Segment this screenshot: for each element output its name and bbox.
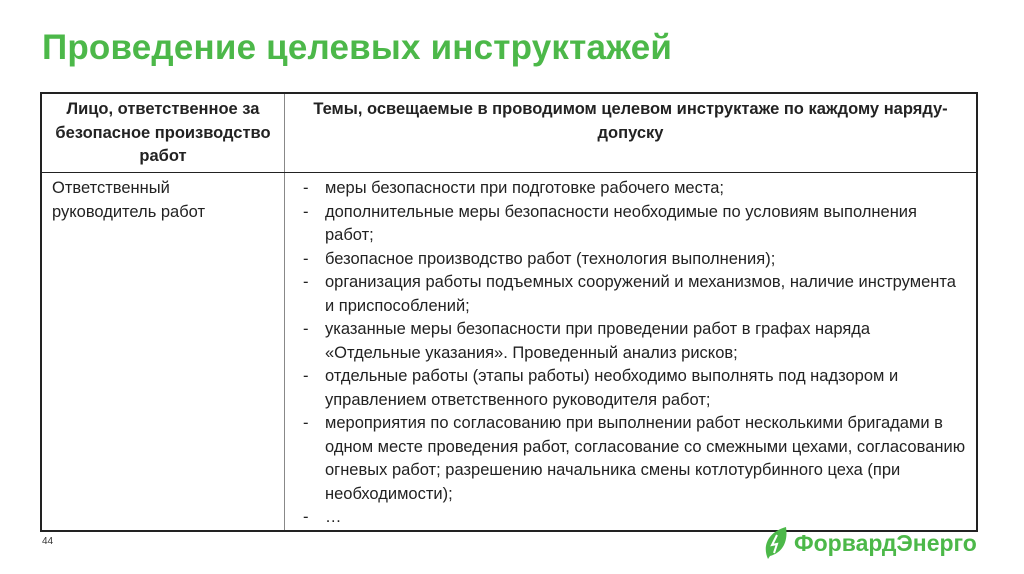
- bullet-dash: -: [303, 367, 309, 385]
- topics-list: [295, 177, 966, 530]
- bullet-dash: -: [303, 508, 309, 526]
- topic-text: отдельные работы (этапы работы) необходимо выполнять под надзором и управлением ответственного руководителя работ;: [325, 367, 899, 409]
- topic-item: [295, 201, 966, 248]
- table-row: [41, 173, 977, 531]
- bullet-dash: -: [303, 202, 309, 221]
- page-title: Проведение целевых инструктажей: [42, 28, 673, 67]
- table-header-row: [41, 93, 977, 173]
- bullet-dash: -: [303, 414, 309, 432]
- topic-item: [295, 248, 966, 272]
- cell-person: Ответственный руководитель работ: [41, 173, 285, 531]
- topic-item: [295, 177, 966, 201]
- topic-item: [295, 412, 966, 506]
- topic-item: [295, 271, 966, 318]
- topic-text: указанные меры безопасности при проведении работ в графах наряда «Отдельные указания». Проведенный анализ рисков;: [325, 320, 871, 362]
- topic-text: меры безопасности при подготовке рабочего места;: [325, 179, 724, 197]
- logo-text: ФорвардЭнерго: [794, 529, 977, 556]
- header-responsible-person: Лицо, ответственное за безопасное производство работ: [41, 93, 285, 173]
- topic-text: организация работы подъемных сооружений и механизмов, наличие инструмента и приспособлений;: [325, 273, 956, 315]
- topic-text: мероприятия по согласованию при выполнении работ несколькими бригадами в одном месте проведения работ, согласование со смежными цехами, согласованию огневых работ; разрешению начальника смены котлотурбинного цеха (при необходимости);: [325, 414, 966, 503]
- bullet-dash: -: [303, 320, 309, 338]
- topic-text: безопасное производство работ (технология выполнения);: [325, 249, 776, 268]
- company-logo: [764, 526, 977, 560]
- topic-text: дополнительные меры безопасности необходимые по условиям выполнения работ;: [325, 202, 917, 244]
- header-topics: Темы, освещаемые в проводимом целевом инструктаже по каждому наряду-допуску: [285, 93, 978, 173]
- bullet-dash: -: [303, 273, 309, 291]
- topic-item: [295, 365, 966, 412]
- page-number: 44: [42, 536, 54, 547]
- bullet-dash: -: [303, 249, 309, 268]
- cell-topics: [285, 173, 978, 531]
- topic-item: [295, 318, 966, 365]
- bullet-dash: -: [303, 179, 309, 197]
- topic-text: …: [325, 508, 342, 526]
- briefing-table: [40, 92, 978, 532]
- leaf-icon: [764, 526, 788, 560]
